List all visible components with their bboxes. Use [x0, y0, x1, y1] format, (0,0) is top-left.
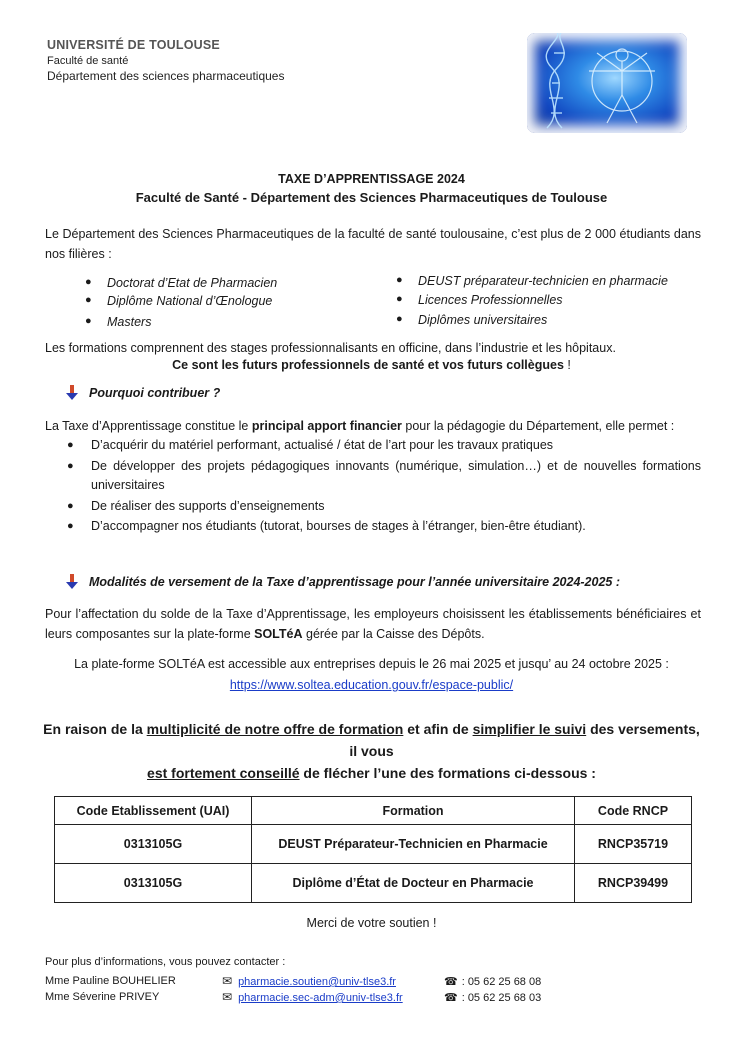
list-item: ● De réaliser des supports d’enseignements	[67, 497, 701, 517]
bullet-dot-icon: ●	[67, 439, 74, 451]
formations-paragraph: Les formations comprennent des stages professionnalisants en officine, dans l’industrie et les hôpitaux.	[45, 341, 616, 355]
document-title: TAXE D’APPRENTISSAGE 2024	[278, 172, 465, 186]
table-cell: RNCP39499	[575, 864, 692, 903]
bullet-dot-icon: ●	[396, 313, 403, 325]
table-header-row	[55, 797, 692, 825]
contact-phone: ☎ : 05 62 25 68 03	[444, 992, 542, 1004]
university-name: UNIVERSITÉ DE TOULOUSE	[47, 38, 220, 52]
program-item: ● Diplômes universitaires	[396, 313, 548, 327]
bullet-dot-icon: ●	[67, 499, 74, 512]
program-item: ● Masters	[85, 315, 152, 329]
formations-table	[54, 796, 692, 903]
program-item: ● Diplôme National d’Œnologue	[85, 294, 273, 308]
bullet-dot-icon: ●	[85, 294, 92, 306]
column-header: Code Etablissement (UAI)	[55, 797, 252, 825]
table-cell: Diplôme d’État de Docteur en Pharmacie	[252, 864, 575, 903]
telephone-icon: ☎	[444, 976, 458, 988]
platform-link-line	[0, 678, 743, 692]
faculty-name: Faculté de santé	[47, 55, 129, 67]
section-heading-why: Pourquoi contribuer ?	[65, 386, 220, 400]
thanks-message: Merci de votre soutien !	[306, 916, 437, 930]
arrow-down-icon	[65, 385, 79, 401]
table-row	[55, 864, 692, 903]
intro-paragraph: Le Département des Sciences Pharmaceutiques de la faculté de santé toulousaine, c’est plus de 2 000 étudiants dans nos filières :	[45, 227, 701, 261]
program-item: ● Doctorat d’Etat de Pharmacien	[85, 276, 278, 290]
envelope-icon: ✉	[222, 974, 233, 988]
soltea-link[interactable]: https://www.soltea.education.gouv.fr/espace-public/	[229, 678, 514, 692]
contact-name: Mme Pauline BOUHELIER	[45, 975, 176, 987]
list-item: ● D’accompagner nos étudiants (tutorat, bourses de stages à l’étranger, bien-être étudiant).	[67, 517, 701, 537]
telephone-icon: ☎	[444, 992, 458, 1004]
program-item: ● Licences Professionnelles	[396, 293, 563, 307]
future-pros-line: Ce sont les futurs professionnels de santé et vos futurs collègues !	[172, 358, 571, 372]
modalites-paragraph: Pour l’affectation du solde de la Taxe d’Apprentissage, les employeurs choisissent les établissements bénéficiaires et leurs composantes sur la plate-forme SOLTéA gérée par la Caisse des Dépôts.	[45, 607, 701, 641]
table-cell: DEUST Préparateur-Technicien en Pharmacie	[252, 825, 575, 864]
section-heading-modalites: Modalités de versement de la Taxe d’apprentissage pour l’année universitaire 2024-2025 :	[65, 575, 620, 589]
contact-intro: Pour plus d’informations, vous pouvez contacter :	[45, 956, 286, 968]
contact-email	[222, 990, 403, 1004]
bullet-dot-icon: ●	[67, 459, 74, 472]
bullet-dot-icon: ●	[67, 520, 74, 532]
call-to-action: En raison de la multiplicité de notre offre de formation et afin de simplifier le suivi des versements, il vous est fortement conseillé de flécher l’une des formations ci-dessous :	[43, 721, 700, 781]
contact-name: Mme Séverine PRIVEY	[45, 991, 160, 1003]
contact-email	[222, 974, 396, 988]
document-subtitle: Faculté de Santé - Département des Sciences Pharmaceutiques de Toulouse	[135, 190, 608, 205]
email-link[interactable]: pharmacie.sec-adm@univ-tlse3.fr	[238, 992, 403, 1004]
bullet-dot-icon: ●	[396, 274, 403, 286]
table-row	[55, 825, 692, 864]
program-item: ● DEUST préparateur-technicien en pharmacie	[396, 274, 668, 288]
column-header: Formation	[252, 797, 575, 825]
arrow-down-icon	[65, 574, 79, 590]
list-item: ● De développer des projets pédagogiques innovants (numérique, simulation…) et de nouvelles formations universitaires	[67, 458, 701, 492]
department-name: Département des sciences pharmaceutiques	[47, 69, 285, 83]
column-header: Code RNCP	[575, 797, 692, 825]
dna-figure-illustration	[527, 33, 687, 133]
why-list	[67, 436, 701, 538]
envelope-icon: ✉	[222, 990, 233, 1004]
bullet-dot-icon: ●	[396, 293, 403, 305]
bullet-dot-icon: ●	[85, 276, 92, 288]
list-item: ● D’acquérir du matériel performant, actualisé / état de l’art pour les travaux pratiques	[67, 436, 701, 456]
table-cell: 0313105G	[55, 825, 252, 864]
header-banner-image	[527, 33, 687, 133]
table-cell: RNCP35719	[575, 825, 692, 864]
platform-availability: La plate-forme SOLTéA est accessible aux entreprises depuis le 26 mai 2025 et jusqu’ au 24 octobre 2025 :	[74, 657, 669, 671]
contact-phone: ☎ : 05 62 25 68 08	[444, 976, 542, 988]
table-cell: 0313105G	[55, 864, 252, 903]
bullet-dot-icon: ●	[85, 315, 92, 327]
why-intro: La Taxe d’Apprentissage constitue le principal apport financier pour la pédagogie du Département, elle permet :	[45, 419, 675, 433]
email-link[interactable]: pharmacie.soutien@univ-tlse3.fr	[238, 976, 396, 988]
